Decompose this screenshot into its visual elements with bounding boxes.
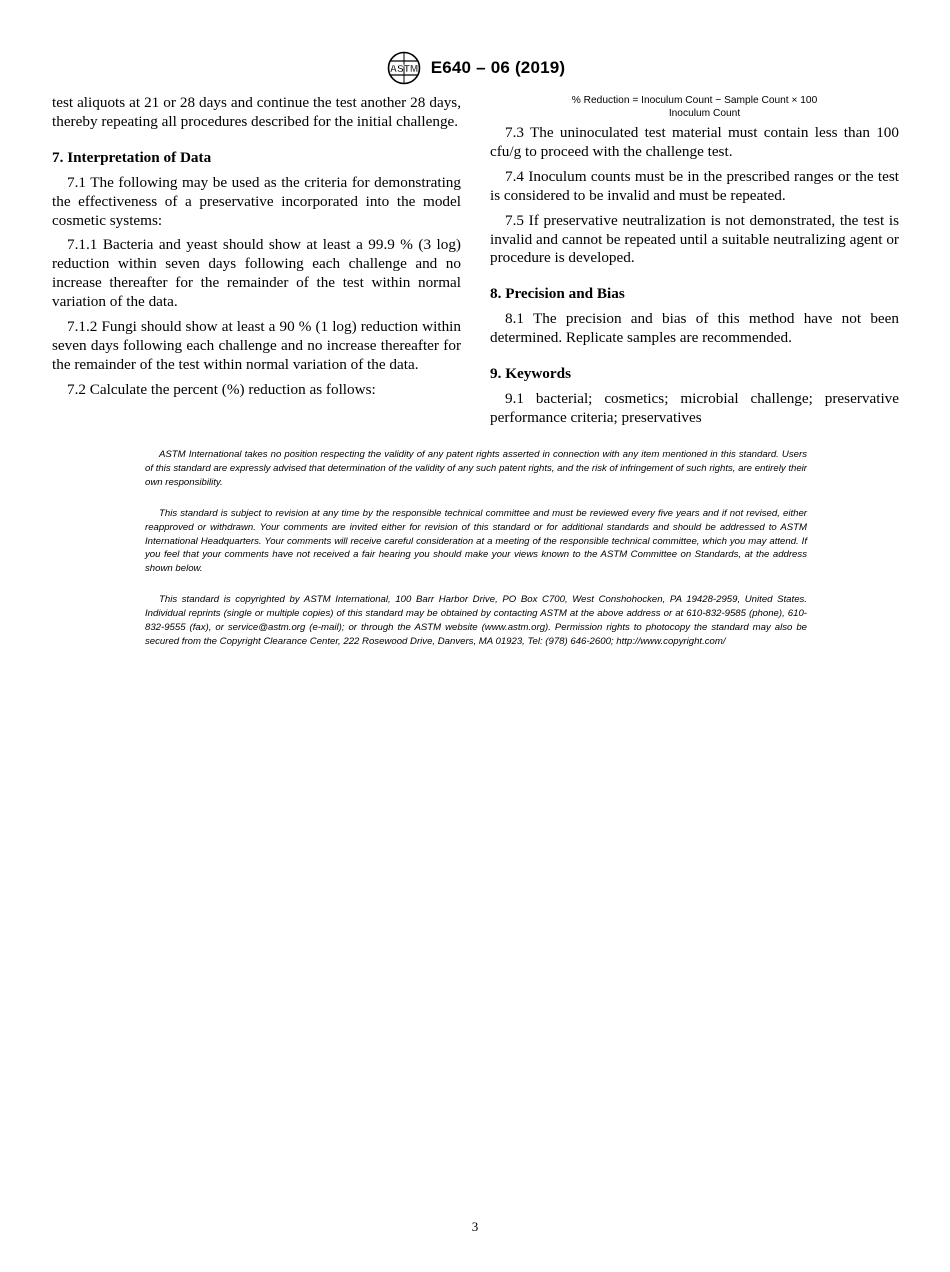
paragraph-7-2: 7.2 Calculate the percent (%) reduction as follows:: [67, 380, 376, 398]
paragraph-7-1: 7.1 The following may be used as the criteria for demonstrating the effectiveness of a preservative incorporated into the model cosmetic systems:: [52, 173, 461, 229]
right-column: [490, 94, 899, 434]
svg-text:ASTM: ASTM: [389, 64, 418, 75]
formula-numerator: % Reduction = Inoculum Count − Sample Count × 100: [571, 95, 818, 106]
formula-denominator: Inoculum Count: [668, 108, 741, 119]
paragraph-7-4: 7.4 Inoculum counts must be in the prescribed ranges or the test is considered to be invalid and must be repeated.: [490, 167, 899, 204]
page-number: 3: [471, 1219, 479, 1234]
paragraph-continued: test aliquots at 21 or 28 days and continue the test another 28 days, thereby repeating all procedures described for the initial challenge.: [52, 94, 461, 130]
standard-designation: E640 – 06 (2019): [430, 58, 566, 77]
paragraph-7-1-2: 7.1.2 Fungi should show at least a 90 % (1 log) reduction within seven days following each challenge and no increase thereafter for the remainder of the test within normal variation of the data.: [52, 318, 461, 373]
paragraph-9-1: 9.1 bacterial; cosmetics; microbial challenge; preservative performance criteria; preservatives: [490, 389, 899, 426]
paragraph-7-3: 7.3 The uninoculated test material must contain less than 100 cfu/g to proceed with the challenge test.: [490, 124, 899, 160]
paragraph-7-5: 7.5 If preservative neutralization is not demonstrated, the test is invalid and cannot be repeated until a suitable neutralizing agent or procedure is developed.: [490, 211, 899, 267]
paragraph-8-1: 8.1 The precision and bias of this method have not been determined. Replicate samples are recommended.: [490, 310, 899, 347]
section-heading-7: 7. Interpretation of Data: [52, 148, 212, 166]
patent-notice: ASTM International takes no position respecting the validity of any patent rights asserted in connection with any item mentioned in this standard. Users of this standard are expressly advised that determination of the validity of any such patent rights, and the risk of infringement of such rights, are entirely their own responsibility.: [145, 449, 807, 488]
left-column: [52, 94, 461, 406]
page-header: [0, 50, 950, 86]
astm-logo-icon: [385, 51, 423, 85]
revision-notice: This standard is subject to revision at any time by the responsible technical committee and must be reviewed every five years and if not revised, either reapproved or withdrawn. Your comments are invited either for revision of this standard or for additional standards and should be addressed to ASTM International Headquarters. Your comments will receive careful consideration at a meeting of the responsible technical committee, which you may attend. If you feel that your comments have not received a fair hearing you should make your views known to the ASTM Committee on Standards, at the address shown below.: [145, 507, 807, 575]
copyright-notice: This standard is copyrighted by ASTM International, 100 Barr Harbor Drive, PO Box C700, West Conshohocken, PA 19428-2959, United States. Individual reprints (single or multiple copies) of this standard may be obtained by contacting ASTM at the above address or at 610-832-9585 (phone), 610-832-9555 (fax), or service@astm.org (e-mail); or through the ASTM website (www.astm.org). Permission rights to photocopy the standard may also be secured from the Copyright Clearance Center, 222 Rosewood Drive, Danvers, MA 01923, Tel: (978) 646-2600; http://www.copyright.com/: [145, 594, 807, 647]
legal-notices: [145, 448, 807, 666]
section-heading-9: 9. Keywords: [490, 365, 571, 383]
reduction-formula: [490, 94, 899, 120]
section-heading-8: 8. Precision and Bias: [490, 285, 625, 303]
paragraph-7-1-1: 7.1.1 Bacteria and yeast should show at least a 99.9 % (3 log) reduction within seven days following each challenge and no increase thereafter for the remainder of the test within normal variation of the data.: [52, 236, 461, 311]
